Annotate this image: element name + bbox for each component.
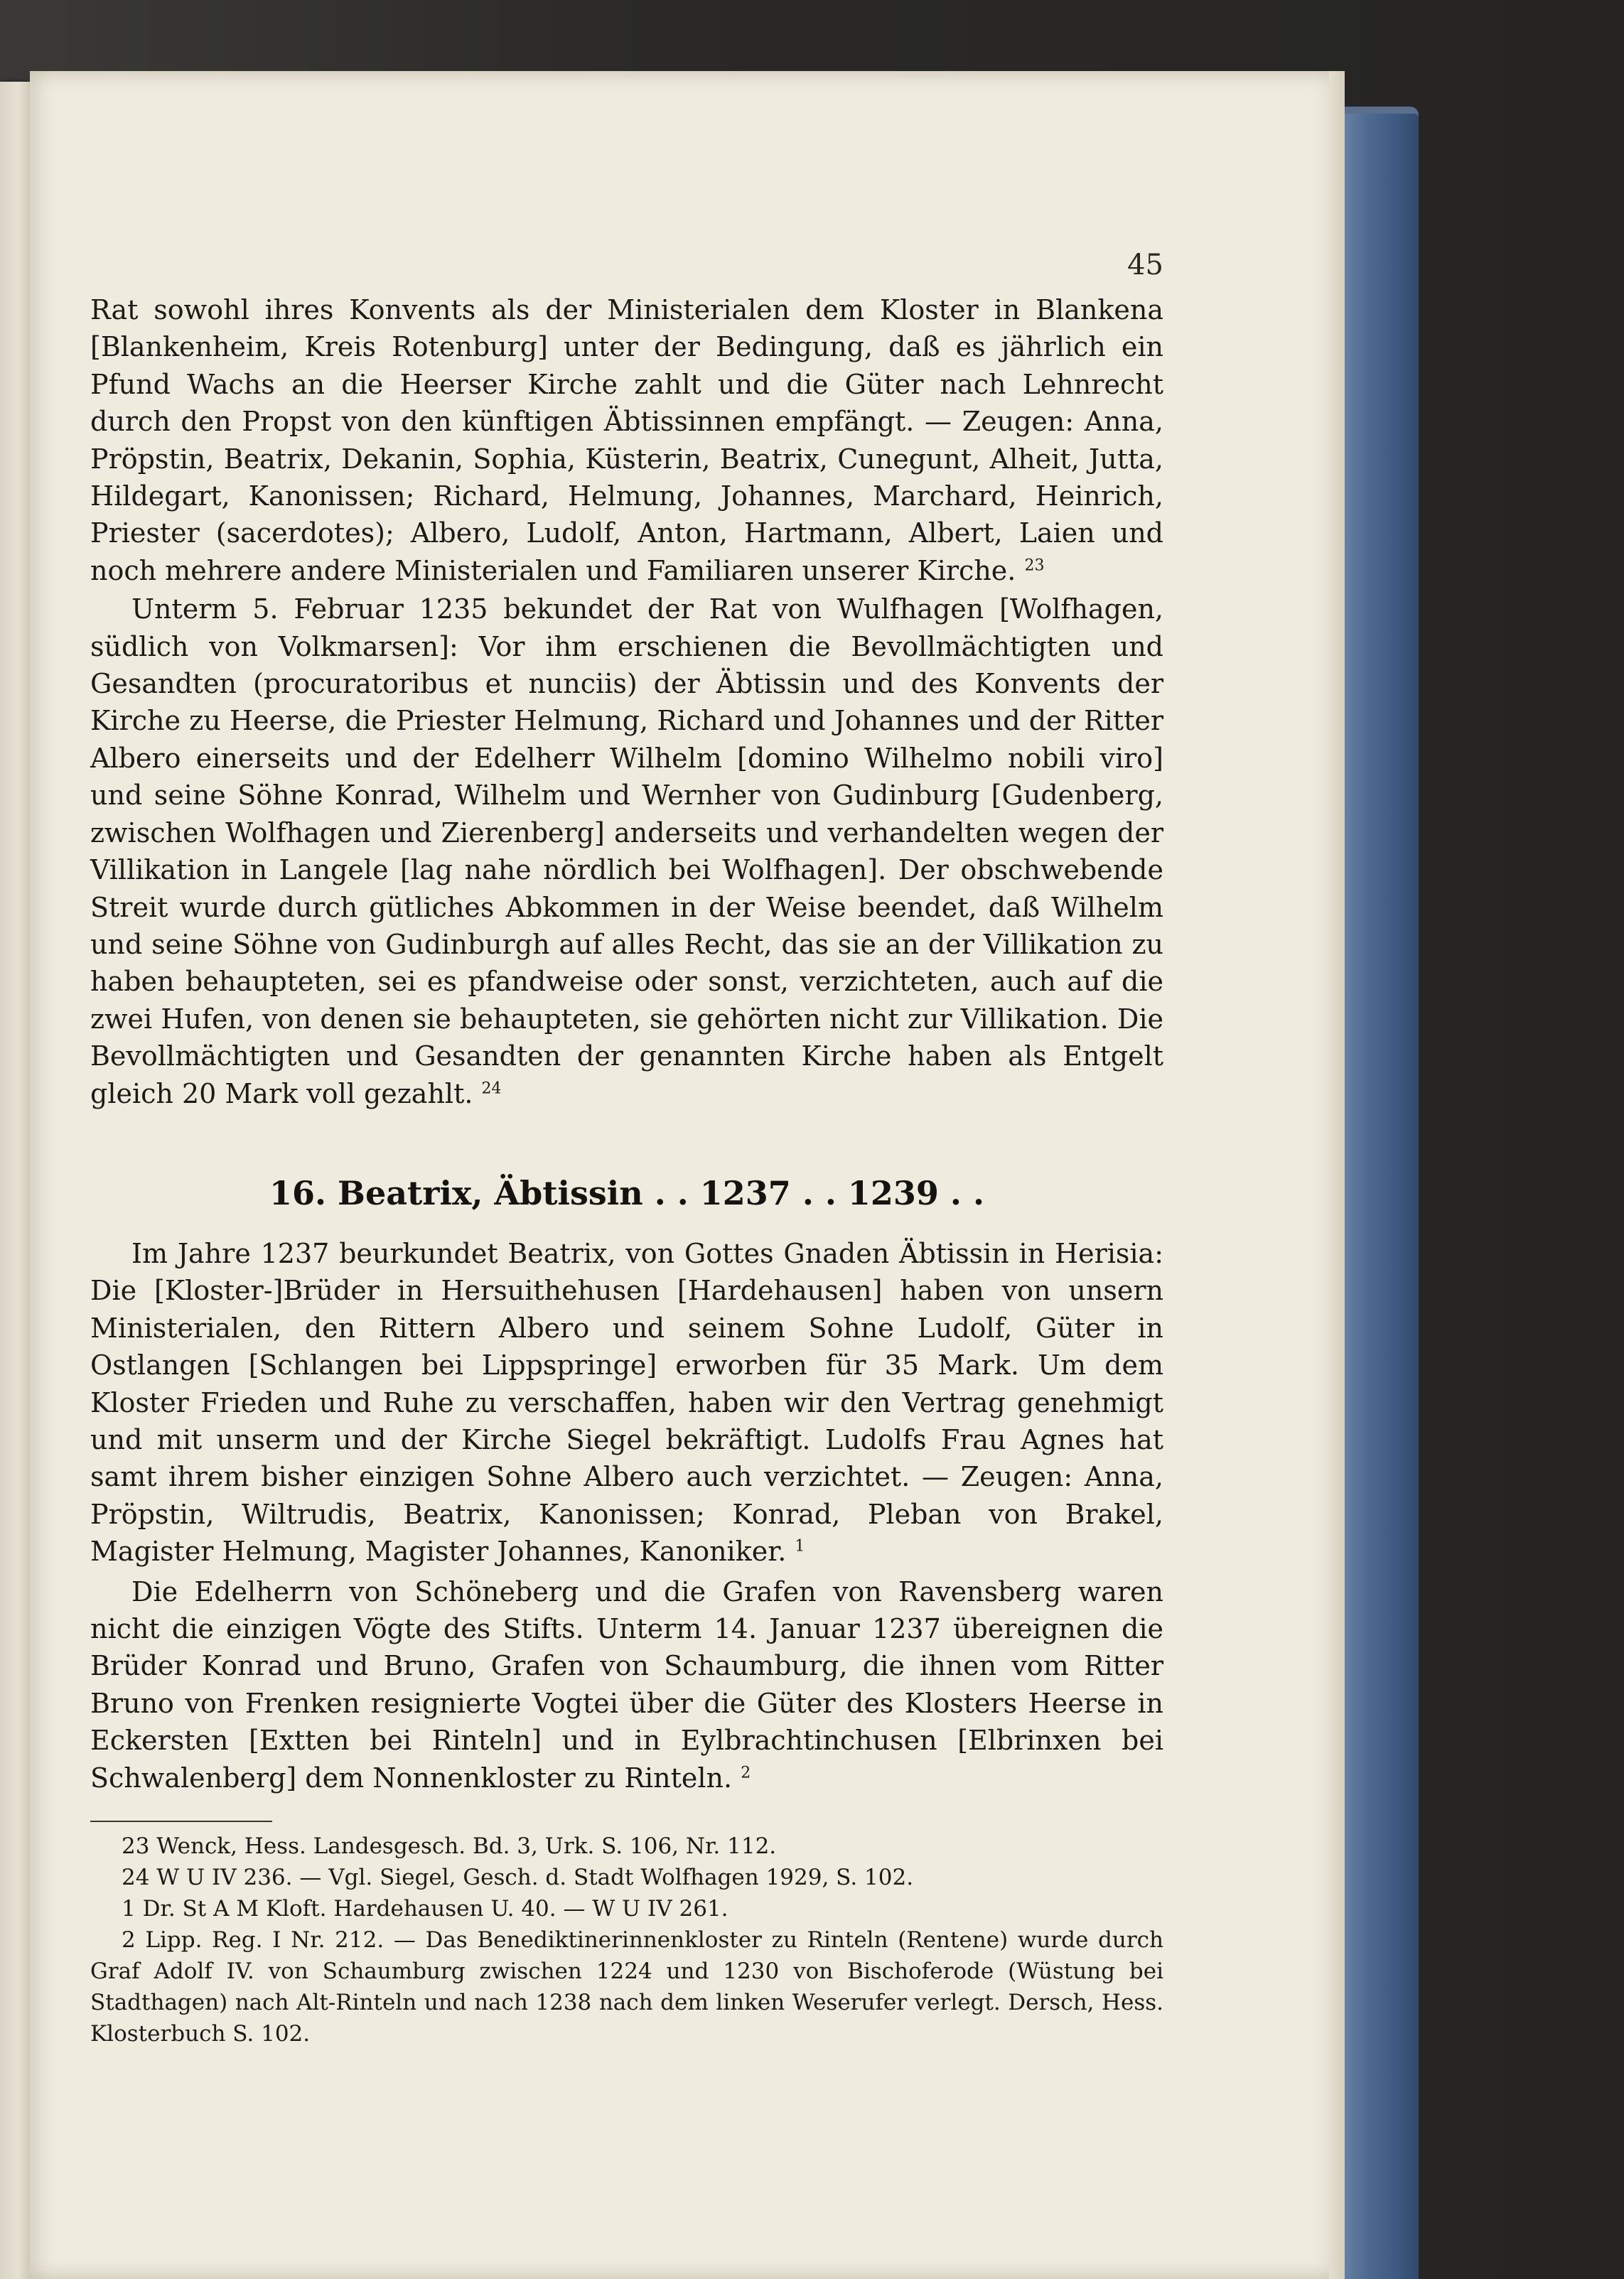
footnote-24: 24 W U IV 236. — Vgl. Siegel, Gesch. d. Stadt Wolfhagen 1929, S. 102. xyxy=(122,1865,914,1890)
paragraph-2-text: Unterm 5. Februar 1235 bekundet der Rat von Wulfhagen [Wolfhagen, südlich von Volkmarsen]: Vor ihm erschienen die Bevollmächtigten und Gesandten (procuratoribus et nunciis) der Äbtissin und des Konvents der Kirche zu Heerse, die Priester Helmung, Richard und Johannes und der Ritter Albero einerseits und der Edelherr Wilhelm [domino Wilhelmo nobili viro] und seine Söhne Konrad, Wilhelm und Wernher von Gudinburg [Gudenberg, zwischen Wolfhagen und Zierenberg] anderseits und verhandelten wegen der Villikation in Langele [lag nahe nördlich bei Wolfhagen]. Der obschwebende Streit wurde durch gütliches Abkommen in der Weise beendet, daß Wilhelm und seine Söhne von Gudinburgh auf alles Recht, das sie an der Villikation zu haben behaupteten, sei es pfandweise oder sonst, verzichteten, auch auf die zwei Hufen, von denen sie behaupteten, sie gehörten nicht zur Villikation. Die Bevollmächtigten und Gesandten der genannten Kirche haben als Entgelt gleich 20 Mark voll gezahlt. xyxy=(90,593,1163,1109)
footnotes xyxy=(90,1831,1163,2049)
paragraph-3 xyxy=(90,1235,1163,1570)
book-page xyxy=(30,71,1345,2279)
section-heading: 16. Beatrix, Äbtissin . . 1237 . . 1239 . . xyxy=(269,1174,984,1212)
paragraph-4 xyxy=(90,1573,1163,1796)
footnote-ref-1: 1 xyxy=(795,1537,805,1556)
paragraph-1-text: Rat sowohl ihres Konvents als der Ministerialen dem Kloster in Blankena [Blankenheim, Kreis Rotenburg] unter der Bedingung, daß es jährlich ein Pfund Wachs an die Heerser Kirche zahlt und die Güter nach Lehnrecht durch den Propst von den künftigen Äbtissinnen empfängt. — Zeugen: Anna, Pröpstin, Beatrix, Dekanin, Sophia, Küsterin, Beatrix, Cunegunt, Alheit, Jutta, Hildegart, Kanonissen; Richard, Helmung, Johannes, Marchard, Heinrich, Priester (sacerdotes); Albero, Ludolf, Anton, Hartmann, Albert, Laien und noch mehrere andere Ministerialen und Familiaren unserer Kirche. xyxy=(90,294,1163,586)
paragraph-4-text: Die Edelherrn von Schöneberg und die Grafen von Ravensberg waren nicht die einzigen Vögte des Stifts. Unterm 14. Januar 1237 übereignen die Brüder Konrad und Bruno, Grafen von Schaumburg, die ihnen vom Ritter Bruno von Frenken resignierte Vogtei über die Güter des Klosters Heerse in Eckersten [Extten bei Rinteln] und in Eylbrachtinchusen [Elbrinxen bei Schwalenberg] dem Nonnenkloster zu Rinteln. xyxy=(90,1575,1163,1794)
previous-page-edge xyxy=(0,82,30,2279)
page-edge-shadow xyxy=(1329,71,1345,2279)
footnote-ref-24: 24 xyxy=(481,1079,502,1097)
paragraph-3-text: Im Jahre 1237 beurkundet Beatrix, von Gottes Gnaden Äbtissin in Herisia: Die [Kloster-]Brüder in Hersuithehusen [Hardehausen] haben von unsern Ministerialen, den Rittern Albero und seinem Sohne Ludolf, Güter in Ostlangen [Schlangen bei Lippspringe] erworben für 35 Mark. Um dem Kloster Frieden und Ruhe zu verschaffen, haben wir den Vertrag genehmigt und mit unserm und der Kirche Siegel bekräftigt. Ludolfs Frau Agnes hat samt ihrem bisher einzigen Sohne Albero auch verzichtet. — Zeugen: Anna, Pröpstin, Wiltrudis, Beatrix, Kanonissen; Konrad, Pleban von Brakel, Magister Helmung, Magister Johannes, Kanoniker. xyxy=(90,1238,1163,1568)
paragraph-1 xyxy=(90,291,1163,589)
footnote-ref-2: 2 xyxy=(741,1764,751,1782)
footnote-ref-23: 23 xyxy=(1024,556,1045,575)
page-number: 45 xyxy=(1127,249,1163,281)
footnote-23: 23 Wenck, Hess. Landesgesch. Bd. 3, Urk. S. 106, Nr. 112. xyxy=(122,1833,777,1859)
book-cover xyxy=(1339,114,1419,2279)
lower-text xyxy=(90,1235,1163,1796)
paragraph-2 xyxy=(90,591,1163,1112)
upper-text xyxy=(90,291,1163,1112)
footnote-1: 1 Dr. St A M Kloft. Hardehausen U. 40. — W U IV 261. xyxy=(122,1896,728,1922)
footnote-2: 2 Lipp. Reg. I Nr. 212. — Das Benediktinerinnenkloster zu Rinteln (Rentene) wurde durch Graf Adolf IV. von Schaumburg zwischen 1224 und 1230 von Bischoferode (Wüstung bei Stadthagen) nach Alt-Rinteln und nach 1238 nach dem linken Weserufer verlegt. Dersch, Hess. Klosterbuch S. 102. xyxy=(90,1927,1163,2047)
footnote-rule xyxy=(90,1821,272,1822)
